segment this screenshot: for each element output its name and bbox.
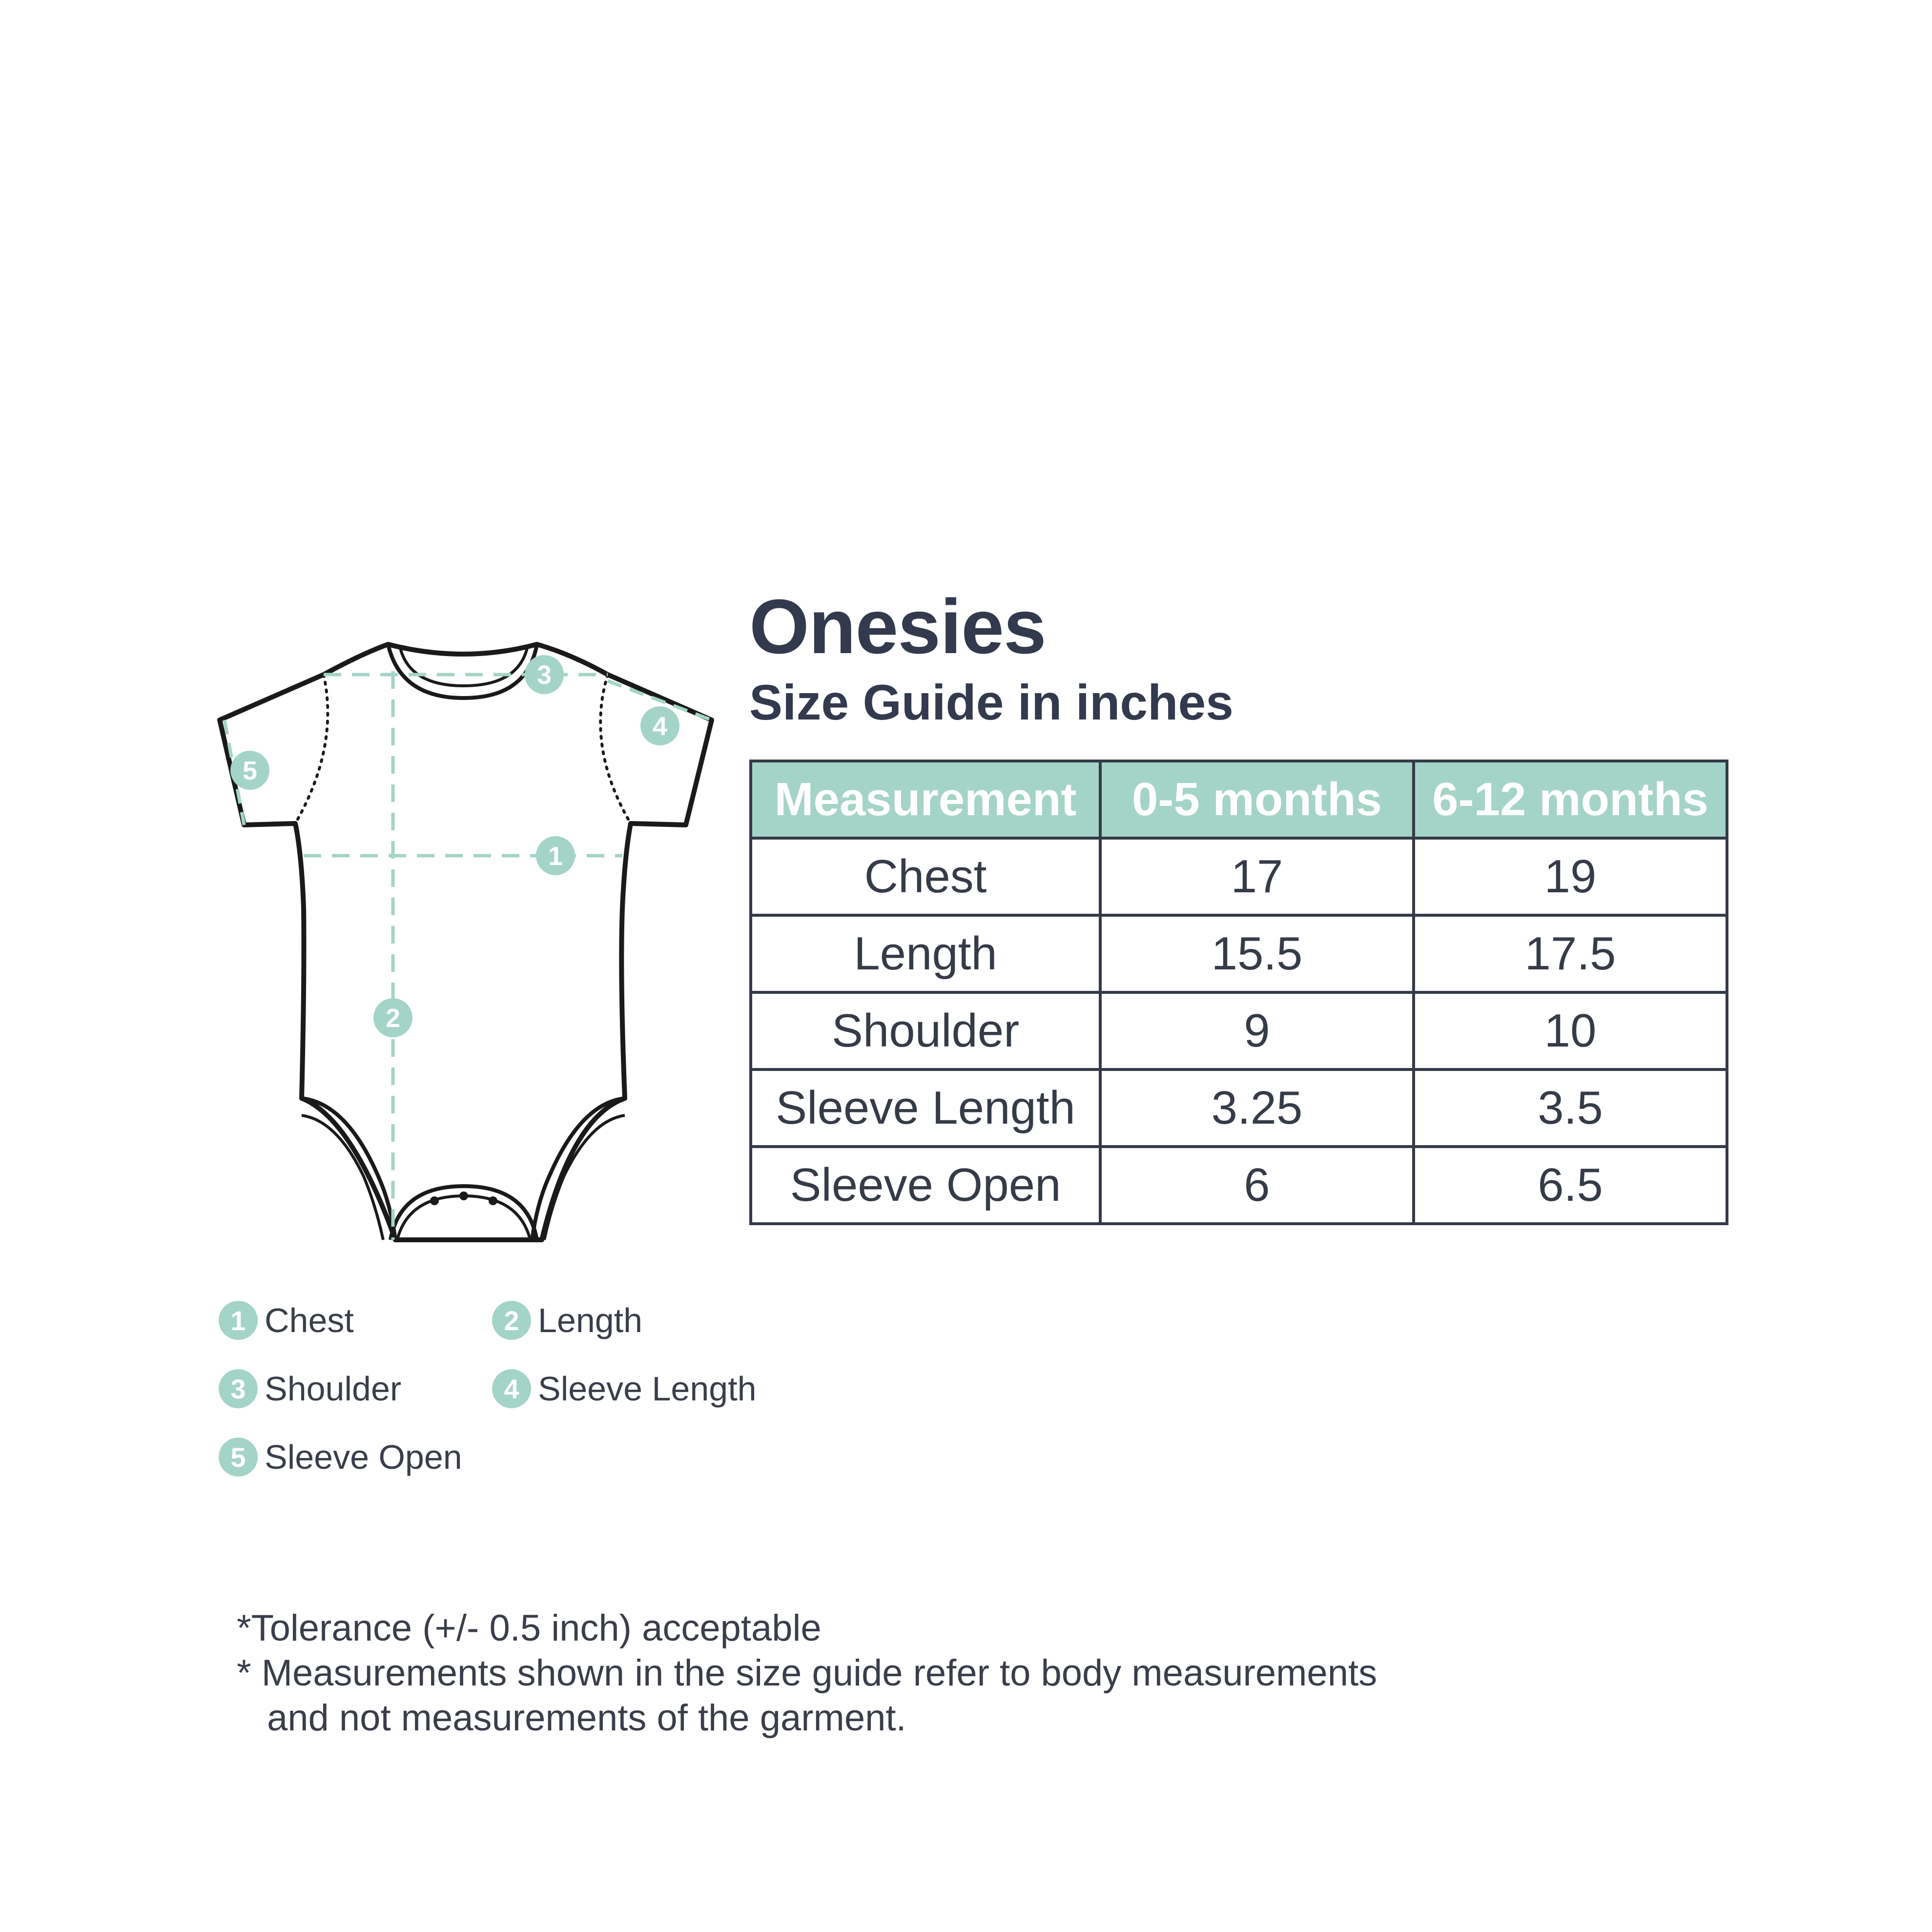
legend-badge: 5 — [219, 1438, 258, 1477]
table-row — [751, 838, 1727, 915]
size-value: 10 — [1414, 992, 1727, 1069]
measurement-note: * Measurements shown in the size guide refer to body measurements — [237, 1652, 1377, 1694]
column-header: 0-5 months — [1100, 761, 1414, 838]
marker-3 — [525, 655, 564, 694]
table-header-row — [751, 761, 1727, 838]
table-row — [751, 915, 1727, 992]
legend-item-length — [492, 1301, 642, 1340]
legend-label: Sleeve Open — [265, 1438, 462, 1476]
size-value: 6.5 — [1414, 1147, 1727, 1224]
legend-item-chest — [219, 1301, 354, 1340]
size-value: 3.25 — [1100, 1069, 1414, 1147]
legend-item-shoulder — [219, 1369, 401, 1408]
measurement-name: Sleeve Length — [751, 1069, 1100, 1147]
svg-text:3: 3 — [536, 660, 552, 690]
page-title: Onesies — [749, 584, 1046, 670]
size-value: 3.5 — [1414, 1069, 1727, 1147]
size-value: 15.5 — [1100, 915, 1414, 992]
legend-badge: 1 — [219, 1301, 258, 1340]
measurement-name: Chest — [751, 838, 1100, 915]
size-table — [749, 760, 1728, 1225]
legend-item-sleeve-length — [492, 1369, 757, 1408]
size-value: 17.5 — [1414, 915, 1727, 992]
size-value: 17 — [1100, 838, 1414, 915]
measurement-legend — [219, 1301, 804, 1486]
footnotes — [237, 1606, 1377, 1741]
legend-item-sleeve-open — [219, 1438, 462, 1477]
size-value: 6 — [1100, 1147, 1414, 1224]
svg-text:2: 2 — [385, 1004, 401, 1033]
svg-text:1: 1 — [548, 842, 563, 871]
snap-button — [430, 1196, 439, 1205]
legend-label: Chest — [265, 1301, 354, 1339]
page-subtitle: Size Guide in inches — [749, 675, 1233, 730]
onesie-illustration — [195, 635, 722, 1264]
svg-text:5: 5 — [242, 756, 258, 785]
measurement-name: Shoulder — [751, 992, 1100, 1069]
legend-badge: 2 — [492, 1301, 531, 1340]
marker-5 — [230, 751, 269, 790]
legend-badge: 3 — [219, 1369, 258, 1408]
legend-label: Shoulder — [265, 1370, 402, 1408]
table-row — [751, 992, 1727, 1069]
onesie-outline — [220, 644, 712, 1240]
legend-badge: 4 — [492, 1369, 531, 1408]
measurement-name: Sleeve Open — [751, 1147, 1100, 1224]
column-header: 6-12 months — [1414, 761, 1727, 838]
size-value: 9 — [1100, 992, 1414, 1069]
measurement-name: Length — [751, 915, 1100, 992]
legend-label: Sleeve Length — [538, 1370, 757, 1408]
snap-button — [489, 1196, 497, 1205]
tolerance-note: *Tolerance (+/- 0.5 inch) acceptable — [237, 1607, 822, 1649]
snap-button — [459, 1192, 468, 1200]
onesie-diagram — [195, 635, 722, 1264]
marker-2 — [373, 998, 412, 1037]
legend-label: Length — [538, 1301, 643, 1339]
marker-4 — [640, 706, 679, 745]
table-row — [751, 1147, 1727, 1224]
marker-1 — [536, 836, 575, 875]
svg-text:4: 4 — [652, 712, 668, 741]
table-row — [751, 1069, 1727, 1147]
measurement-note-continued: and not measurements of the garment. — [267, 1697, 906, 1739]
column-header: Measurement — [751, 761, 1100, 838]
size-value: 19 — [1414, 838, 1727, 915]
